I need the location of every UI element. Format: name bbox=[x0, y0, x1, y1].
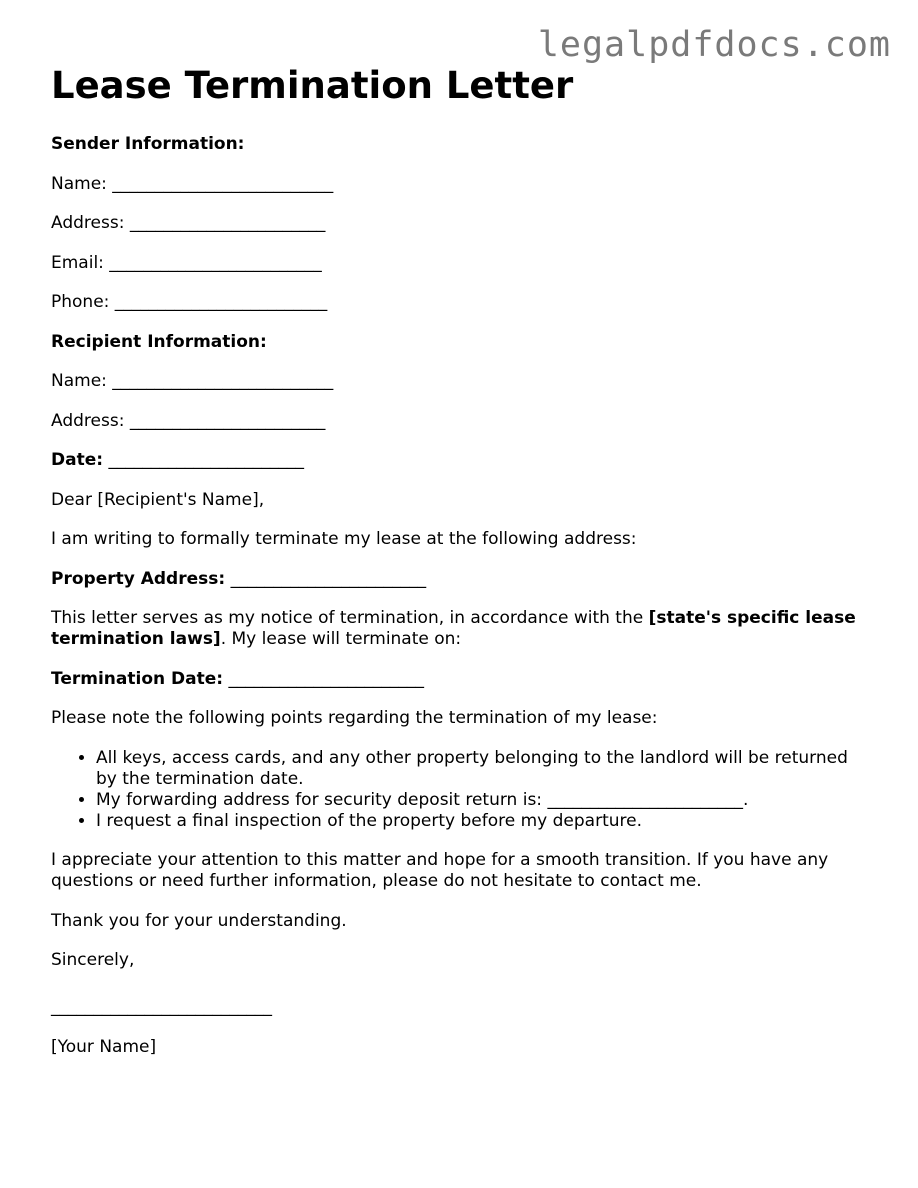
sender-address-field: Address: _______________________ bbox=[51, 213, 326, 233]
document-title: Lease Termination Letter bbox=[51, 64, 574, 107]
points-list bbox=[51, 748, 861, 832]
recipient-address-field: Address: _______________________ bbox=[51, 410, 326, 431]
property-address-label: Property Address: bbox=[51, 568, 226, 589]
sender-email-field: Email: _________________________ bbox=[51, 252, 322, 273]
greeting: Dear [Recipient's Name], bbox=[51, 489, 265, 510]
your-name-placeholder: [Your Name] bbox=[51, 1036, 157, 1057]
sender-heading: Sender Information: bbox=[51, 134, 245, 154]
letter-document bbox=[51, 64, 861, 1076]
sender-phone-field: Phone: _________________________ bbox=[51, 292, 328, 312]
recipient-heading: Recipient Information: bbox=[51, 331, 267, 352]
property-address-blank: _______________________ bbox=[225, 568, 427, 589]
notice-state-laws: [state's specific lease termination laws] bbox=[51, 608, 856, 649]
date-label: Date: bbox=[51, 450, 104, 470]
notice-text-after: . My lease will terminate on: bbox=[220, 629, 462, 649]
termination-date-label: Termination Date: bbox=[51, 668, 224, 689]
recipient-name-field: Name: __________________________ bbox=[51, 371, 334, 391]
list-item: • All keys, access cards, and any other property belonging to the landlord will be returned by the termination date. bbox=[96, 748, 861, 790]
property-address-field bbox=[51, 569, 861, 590]
termination-date-field bbox=[51, 669, 861, 690]
intro-paragraph: I am writing to formally terminate my lease at the following address: bbox=[51, 529, 637, 549]
list-item: • My forwarding address for security deposit return is: _______________________. bbox=[96, 790, 861, 811]
closing-paragraph: I appreciate your attention to this matter and hope for a smooth transition. If you have any questions or need further information, please do not hesitate to contact me. bbox=[51, 850, 829, 891]
sender-name-field: Name: __________________________ bbox=[51, 173, 334, 194]
list-item: • I request a final inspection of the property before my departure. bbox=[96, 811, 861, 832]
termination-date-blank: _______________________ bbox=[223, 668, 424, 689]
date-field bbox=[51, 450, 861, 471]
signature-line: __________________________ bbox=[51, 997, 272, 1017]
points-intro: Please note the following points regarding the termination of my lease: bbox=[51, 708, 658, 728]
notice-paragraph bbox=[51, 608, 861, 650]
sign-off: Sincerely, bbox=[51, 950, 135, 970]
watermark: legalpdfdocs.com bbox=[537, 25, 891, 65]
date-blank: _______________________ bbox=[103, 450, 304, 470]
notice-text-before: This letter serves as my notice of termination, in accordance with the bbox=[51, 608, 649, 628]
thanks-line: Thank you for your understanding. bbox=[51, 910, 347, 931]
